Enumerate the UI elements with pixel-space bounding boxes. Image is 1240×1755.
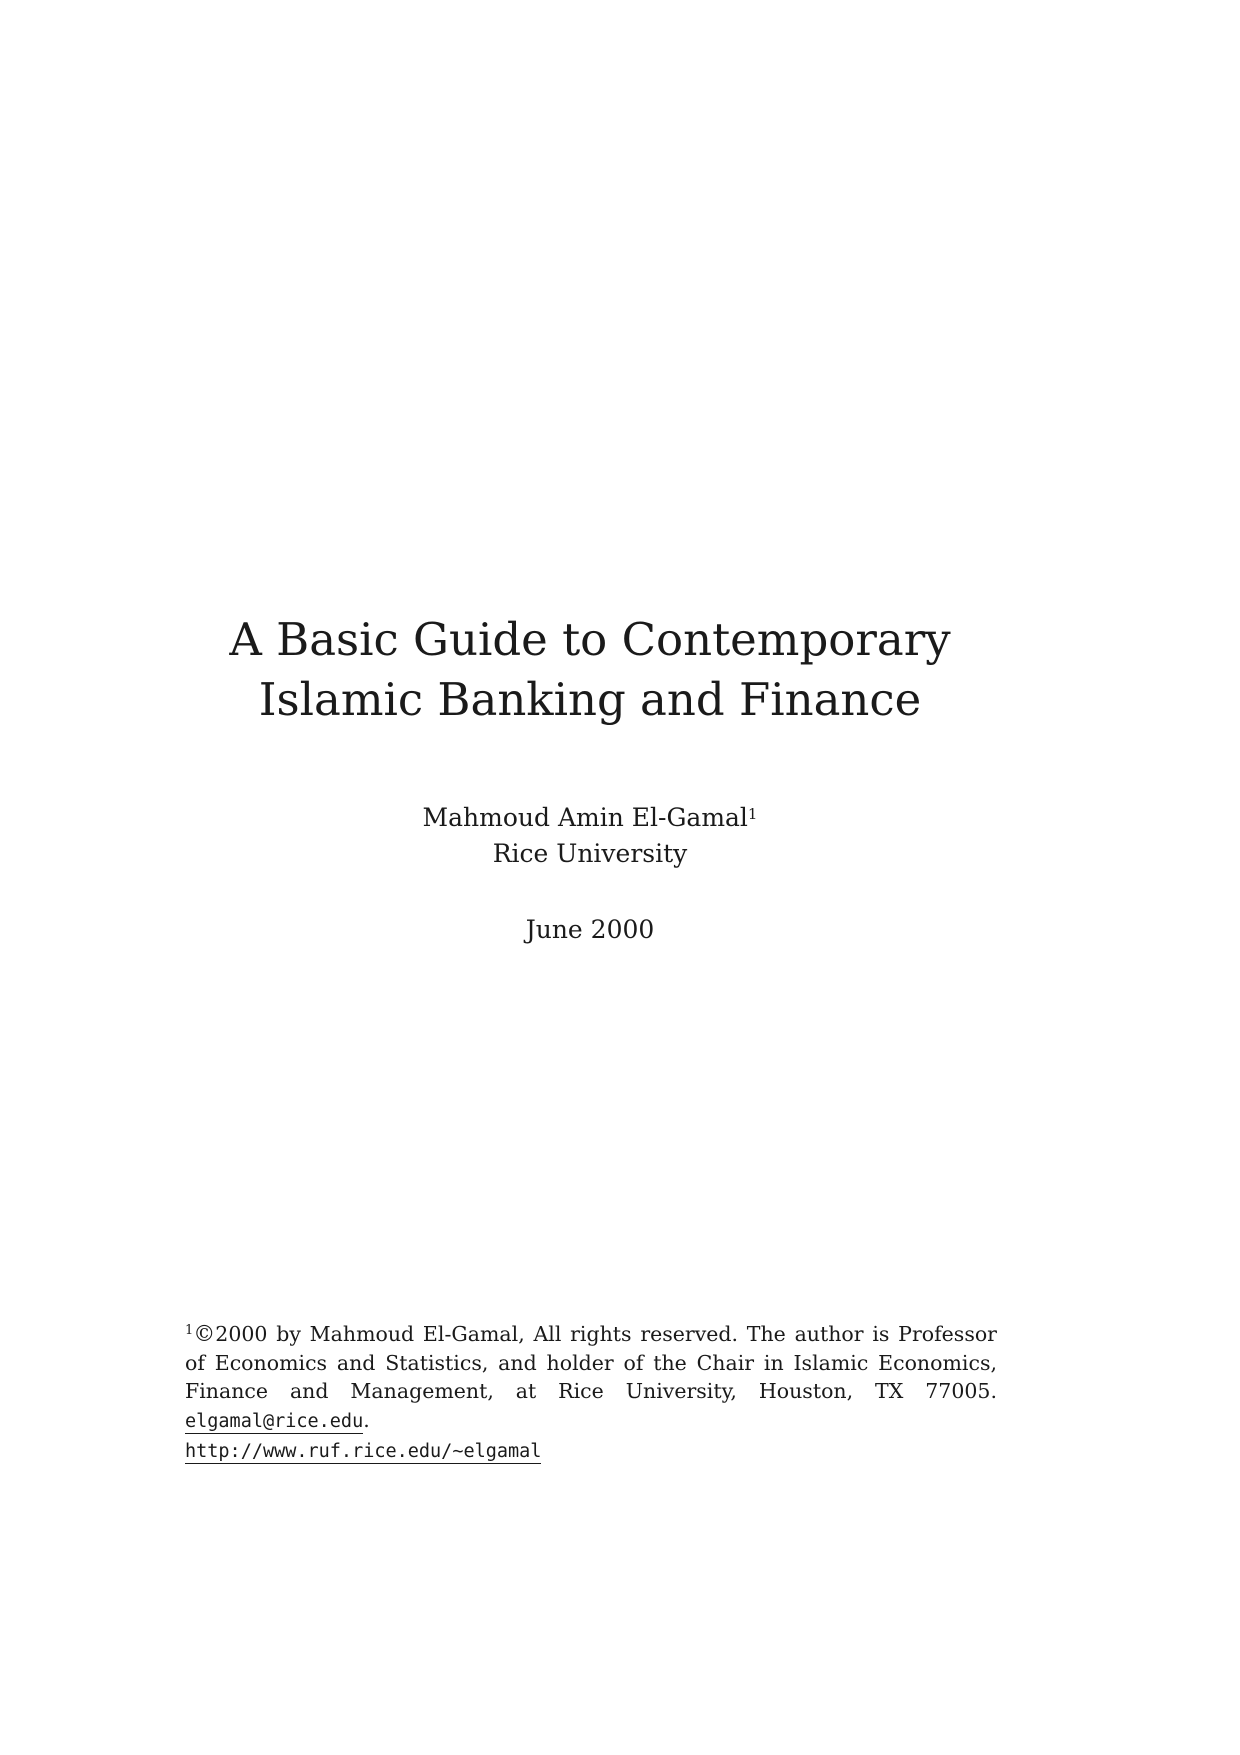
footnote-text: 2000 by Mahmoud El-Gamal, All rights reserved. The author is Professor of Economics and Statistics, and holder of the Chair in Islamic Economics, Finance and Management, at Rice University, Houston, TX 77005. [185,1322,997,1403]
footnote-mark: 1 [185,1323,194,1338]
author-line [0,800,1180,836]
homepage-link[interactable]: http://www.ruf.rice.edu/∼elgamal [185,1441,542,1462]
publication-date: June 2000 [525,915,655,944]
author-name: Mahmoud Amin El-Gamal [422,803,748,832]
email-link[interactable]: elgamal@rice.edu [185,1410,364,1432]
author-affiliation: Rice University [492,839,688,868]
footnote [185,1320,997,1467]
author-block [0,800,1180,872]
title-line-2: Islamic Banking and Finance [258,673,922,726]
copyright-icon: © [193,1322,216,1347]
footnote-period: . [363,1407,370,1432]
author-footnote-mark[interactable]: 1 [747,805,758,823]
title-line-1: A Basic Guide to Contemporary [229,613,951,666]
paper-title [0,610,1180,730]
